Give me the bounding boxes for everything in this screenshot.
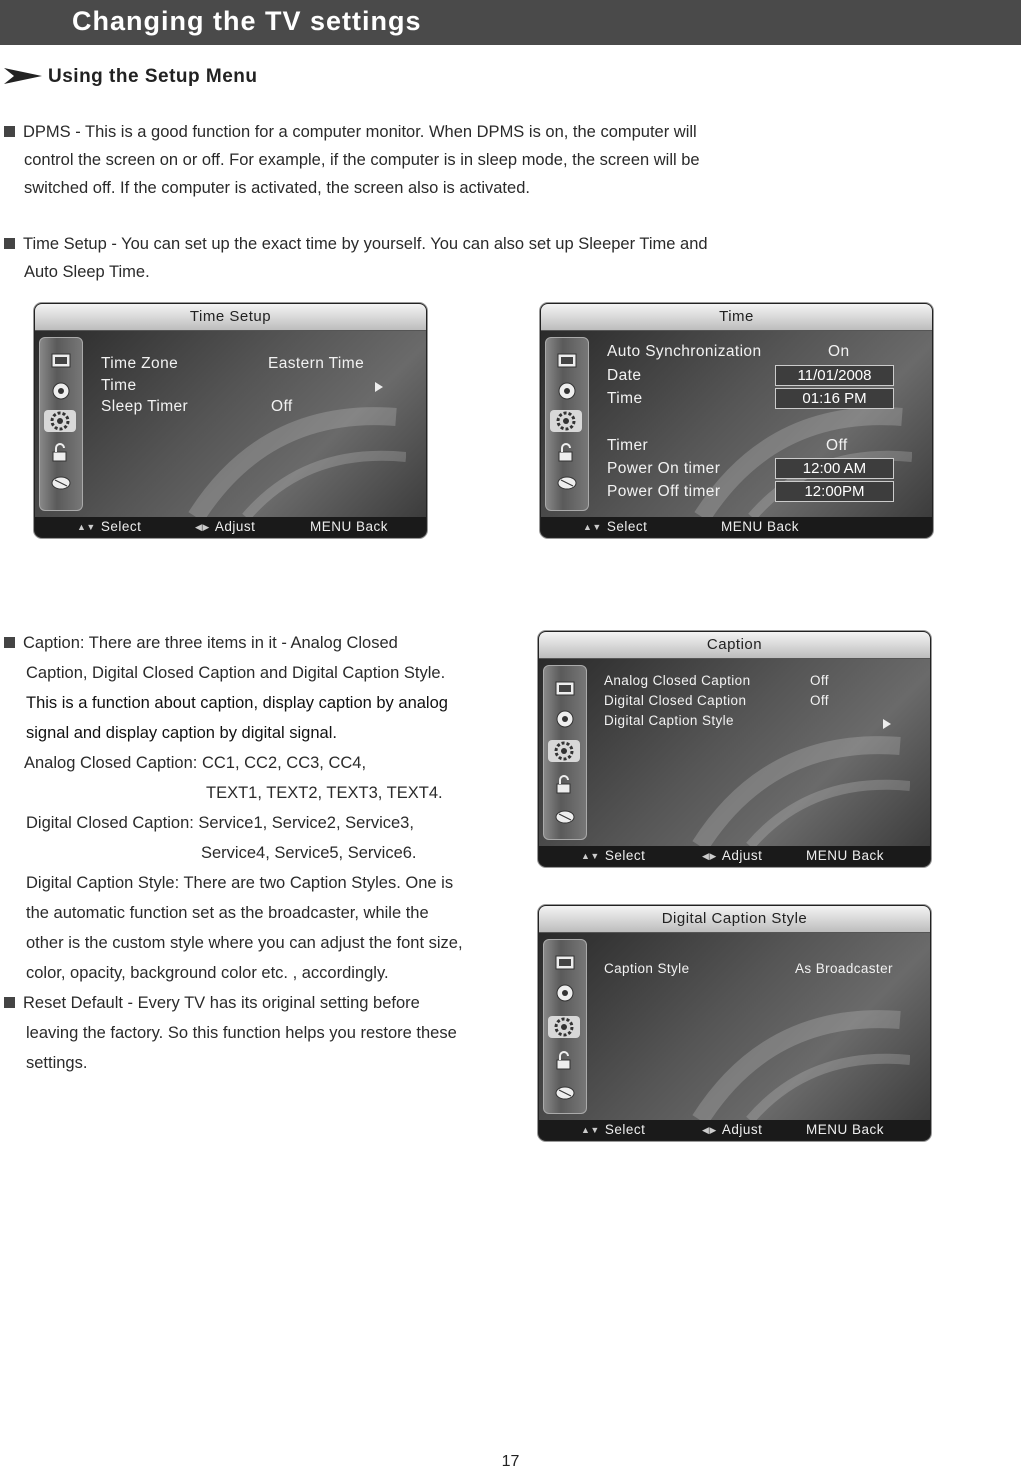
swirl-decoration-icon [690,726,910,846]
caption-menu [538,631,931,867]
caption-line: the automatic function set as the broadcaster, while the [26,904,429,922]
picture-icon[interactable] [553,678,577,700]
dpms-line: switched off. If the computer is activated, the screen also is activated. [24,179,530,197]
menu-item-label[interactable]: Time [101,377,137,394]
footer-select: Select [606,519,648,534]
footer-menu-back: MENU Back [806,1122,885,1137]
swirl-decoration-icon [690,1000,910,1120]
date-value-box[interactable]: 11/01/2008 [775,365,894,386]
bullet-icon [4,997,15,1008]
left-right-arrow-icon: ◀▶ [702,1125,717,1135]
time-menu [540,303,933,538]
footer-select: Select [604,1122,646,1137]
menu-footer [541,517,932,537]
bullet-icon [4,126,15,137]
caption-line: signal and display caption by digital signal. [26,724,337,742]
menu-item-value: On [828,343,850,360]
caption-paragraph [4,628,524,1078]
caption-line: Digital Caption Style: There are two Caption Styles. One is [26,874,454,892]
setup-gear-icon[interactable] [548,1016,580,1038]
menu-icon-strip [543,939,587,1114]
time-setup-line: Time Setup - You can set up the exact time by yourself. You can also set up Sleeper Time and [23,235,708,253]
channel-dish-icon[interactable] [49,472,73,494]
menu-item-label[interactable]: Power On timer [607,460,721,477]
caption-line: Analog Closed Caption: CC1, CC2, CC3, CC4, [24,754,367,772]
footer-menu-back: MENU Back [721,519,800,534]
menu-item-label[interactable]: Digital Caption Style [604,713,734,728]
sound-icon[interactable] [553,982,577,1004]
caption-line: Digital Closed Caption: Service1, Service2, Service3, [26,814,414,832]
dpms-line: control the screen on or off. For example, if the computer is in sleep mode, the screen will be [24,151,700,169]
footer-adjust: Adjust [721,1122,763,1137]
up-down-arrow-icon: ▲▼ [583,522,602,532]
time-setup-paragraph [4,230,708,286]
caption-line: Caption: There are three items in it - Analog Closed [23,634,398,652]
menu-title: Time Setup [35,304,426,331]
menu-title: Caption [539,632,930,659]
time-value-box[interactable]: 01:16 PM [775,388,894,409]
menu-item-label[interactable]: Date [607,367,642,384]
up-down-arrow-icon: ▲▼ [77,522,96,532]
page-number: 17 [501,1453,520,1470]
menu-item-value: Eastern Time [268,355,365,372]
channel-dish-icon[interactable] [555,472,579,494]
menu-item-label[interactable]: Auto Synchronization [607,343,762,360]
menu-body [541,331,932,517]
swirl-decoration-icon [186,397,406,517]
footer-adjust: Adjust [721,848,763,863]
menu-item-value: As Broadcaster [795,961,893,976]
caption-line: other is the custom style where you can adjust the font size, [26,934,463,952]
time-setup-menu [34,303,427,538]
picture-icon[interactable] [49,350,73,372]
digital-caption-style-menu [538,905,931,1141]
power-off-timer-box[interactable]: 12:00PM [775,481,894,502]
caption-line: This is a function about caption, display caption by analog [26,694,448,712]
page-title: Changing the TV settings [72,6,422,36]
submenu-arrow-icon[interactable] [375,382,383,392]
menu-body [539,659,930,846]
menu-item-label[interactable]: Time Zone [101,355,179,372]
menu-item-label[interactable]: Power Off timer [607,483,721,500]
left-right-arrow-icon: ◀▶ [195,522,210,532]
bullet-icon [4,637,15,648]
setup-gear-icon[interactable] [44,410,76,432]
menu-item-label[interactable]: Time [607,390,643,407]
picture-icon[interactable] [553,952,577,974]
lock-icon[interactable] [553,1050,577,1072]
menu-title: Time [541,304,932,331]
menu-item-label[interactable]: Timer [607,437,649,454]
reset-default-line: Reset Default - Every TV has its original setting before [23,994,420,1012]
sound-icon[interactable] [553,708,577,730]
power-on-timer-box[interactable]: 12:00 AM [775,458,894,479]
menu-item-label[interactable]: Caption Style [604,961,690,976]
menu-body [539,933,930,1120]
menu-icon-strip [543,665,587,840]
menu-item-value: Off [810,693,829,708]
footer-menu-back: MENU Back [310,519,389,534]
menu-item-value: Off [810,673,829,688]
lock-icon[interactable] [553,774,577,796]
bullet-icon [4,238,15,249]
sound-icon[interactable] [555,380,579,402]
menu-item-value: Off [826,437,848,454]
menu-title: Digital Caption Style [539,906,930,933]
caption-line: Caption, Digital Closed Caption and Digital Caption Style. [26,664,446,682]
dpms-line: DPMS - This is a good function for a computer monitor. When DPMS is on, the computer will [23,123,697,141]
setup-gear-icon[interactable] [548,740,580,762]
arrow-icon [4,68,42,84]
section-heading-text: Using the Setup Menu [48,66,258,87]
caption-line: Service4, Service5, Service6. [201,844,417,862]
footer-select: Select [100,519,142,534]
lock-icon[interactable] [49,442,73,464]
menu-item-label[interactable]: Digital Closed Caption [604,693,747,708]
time-setup-line: Auto Sleep Time. [24,263,150,281]
submenu-arrow-icon[interactable] [883,719,891,729]
caption-line: TEXT1, TEXT2, TEXT3, TEXT4. [206,784,443,802]
footer-select: Select [604,848,646,863]
lock-icon[interactable] [555,442,579,464]
footer-menu-back: MENU Back [806,848,885,863]
page-header [0,0,1021,45]
menu-body [35,331,426,517]
caption-line: color, opacity, background color etc. , accordingly. [26,964,389,982]
menu-item-label[interactable]: Analog Closed Caption [604,673,751,688]
dpms-paragraph [4,118,700,202]
sound-icon[interactable] [49,380,73,402]
menu-footer [35,517,426,537]
menu-item-label[interactable]: Sleep Timer [101,398,189,415]
channel-dish-icon[interactable] [553,806,577,828]
menu-footer [539,1120,930,1140]
reset-default-line: leaving the factory. So this function helps you restore these [26,1024,457,1042]
menu-footer [539,846,930,866]
menu-icon-strip [545,337,589,511]
left-right-arrow-icon: ◀▶ [702,851,717,861]
menu-icon-strip [39,337,83,511]
footer-adjust: Adjust [214,519,256,534]
up-down-arrow-icon: ▲▼ [581,1125,600,1135]
menu-item-value: Off [271,398,293,415]
up-down-arrow-icon: ▲▼ [581,851,600,861]
channel-dish-icon[interactable] [553,1082,577,1104]
reset-default-line: settings. [26,1054,88,1072]
setup-gear-icon[interactable] [550,410,582,432]
picture-icon[interactable] [555,350,579,372]
